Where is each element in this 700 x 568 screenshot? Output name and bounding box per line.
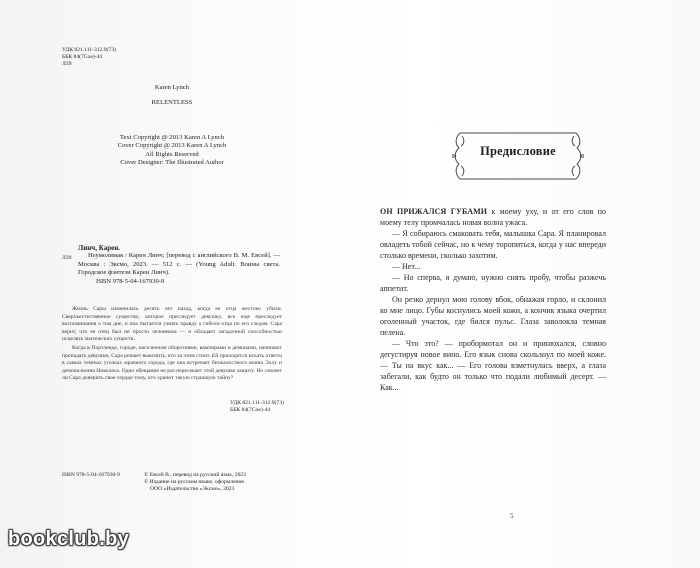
body-paragraph: — Но сперва, я думаю, нужно снять пробу, чтобы разжечь аппетит. xyxy=(380,273,606,293)
copyright-line: All Rights Reserved xyxy=(145,150,199,158)
annotation-paragraph: Жизнь Сары изменилась десять лет назад, когда ее отца жестоко убили. Сверхъестественное существо, которое преследует девушку, все еще преследует воспоминания о том дне, и она пытается узнать правду о гибели отца по его следам. Сара верит, что ее отец был не просто человеком — и обладает загадочной способностью исцелять магических существ. xyxy=(62,306,282,343)
udc-block xyxy=(62,47,202,69)
copyright-line: Cover Designer: The Illustrated Author xyxy=(120,159,224,167)
page-number: 5 xyxy=(510,512,514,520)
body-text xyxy=(380,206,606,393)
copyright-line: Cover Copyright @ 2013 Karen A Lynch xyxy=(117,142,227,150)
original-author: Karen Lynch xyxy=(154,84,190,91)
first-paragraph-text: к моему уху, и от его слов по моему телу промчалась новая волна ужаса. xyxy=(380,207,606,227)
body-paragraph: — Нет... xyxy=(392,262,421,271)
rights-line: ООО «Издательство «Эксмо», 2023 xyxy=(150,486,235,493)
rights-line: © Евсей В., перевод на русский язык, 2023 xyxy=(144,472,246,478)
imprint-block xyxy=(62,472,282,512)
card-description: Неумолимая / Карен Линч; [перевод с английского В. М. Евсей]. — Москва : Эксмо, 2023. — 512 с. — (Young Adult. Воины света. Городское фэнтези Карен Линч). xyxy=(78,252,280,277)
isbn-bottom: ISBN 978-5-04-167930-9 xyxy=(62,472,120,478)
card-author: Линч, Карен. xyxy=(78,244,120,252)
card-number: Л39 xyxy=(62,255,72,261)
chapter-heading: Предисловие xyxy=(480,144,556,158)
annotation xyxy=(62,306,282,384)
card-main xyxy=(78,244,280,286)
original-title: RELENTLESS xyxy=(151,99,193,107)
body-paragraph: — Что это? — пробормотал он и принюхался, словно дегустируя новое вино. Его язык снова скользнул по моей коже. — Ты на вкус как... — Его голова взметнулась вверх, а глаза забегали, как будто он только что подали любимый десерт. — Как... xyxy=(380,339,606,392)
original-title-block xyxy=(62,84,282,108)
lead-in: ОН ПРИЖАЛСЯ ГУБАМИ xyxy=(380,207,488,216)
left-page xyxy=(0,0,346,568)
body-paragraph: — Я собираюсь смаковать тебя, малышка Сара. Я планировал овладеть тобой сейчас, но к чему торопиться, когда у нас впереди столько времени, сколько захотим. xyxy=(380,229,606,260)
body-paragraph: Он резко дернул мою голову вбок, обнажая горло, и склонил ко мне лицо. Губы коснулись моей кожи, а кончик языка очертил оголенный участок, где бился пульс. Глаза заволокла темная пелена. xyxy=(380,295,606,337)
first-paragraph xyxy=(380,206,606,228)
bbk-line: ББК 84(7Сое)-44 xyxy=(230,407,271,414)
rights-line: © Издание на русском языке, оформление. xyxy=(144,479,246,486)
copyright-line: Text Copyright @ 2013 Karen A Lynch xyxy=(119,134,225,141)
card-isbn: ISBN 978-5-04-167930-9 xyxy=(96,277,165,285)
watermark: bookclub.by xyxy=(8,528,130,550)
udc-line: УДК 821.111-312.9(73) xyxy=(230,400,284,406)
author-mark: Л39 xyxy=(62,61,72,68)
udc-line: УДК 821.111-312.9(73) xyxy=(62,47,116,53)
copyright-block xyxy=(62,134,282,168)
bbk-line: ББК 84(7Сое)-44 xyxy=(62,54,103,61)
udc-short-block xyxy=(230,400,300,414)
annotation-paragraph: Когда в Портленде, городе, населенном оборотнями, вампирами и демонами, начинают пропадать девушки, Сара решает выяснить, кто за этим стоит. Ей приходится искать ответы в самых темных уголках мрачного города, где она встречает безжалостного воина Эллу и демона-воина Николаса. Одно обещание не раз пересекает этой девушке защиту. Но сможет ли Сара доверить свое сердце тому, кто хранит такую страшную тайну? xyxy=(62,344,282,382)
rights-block xyxy=(144,472,284,494)
